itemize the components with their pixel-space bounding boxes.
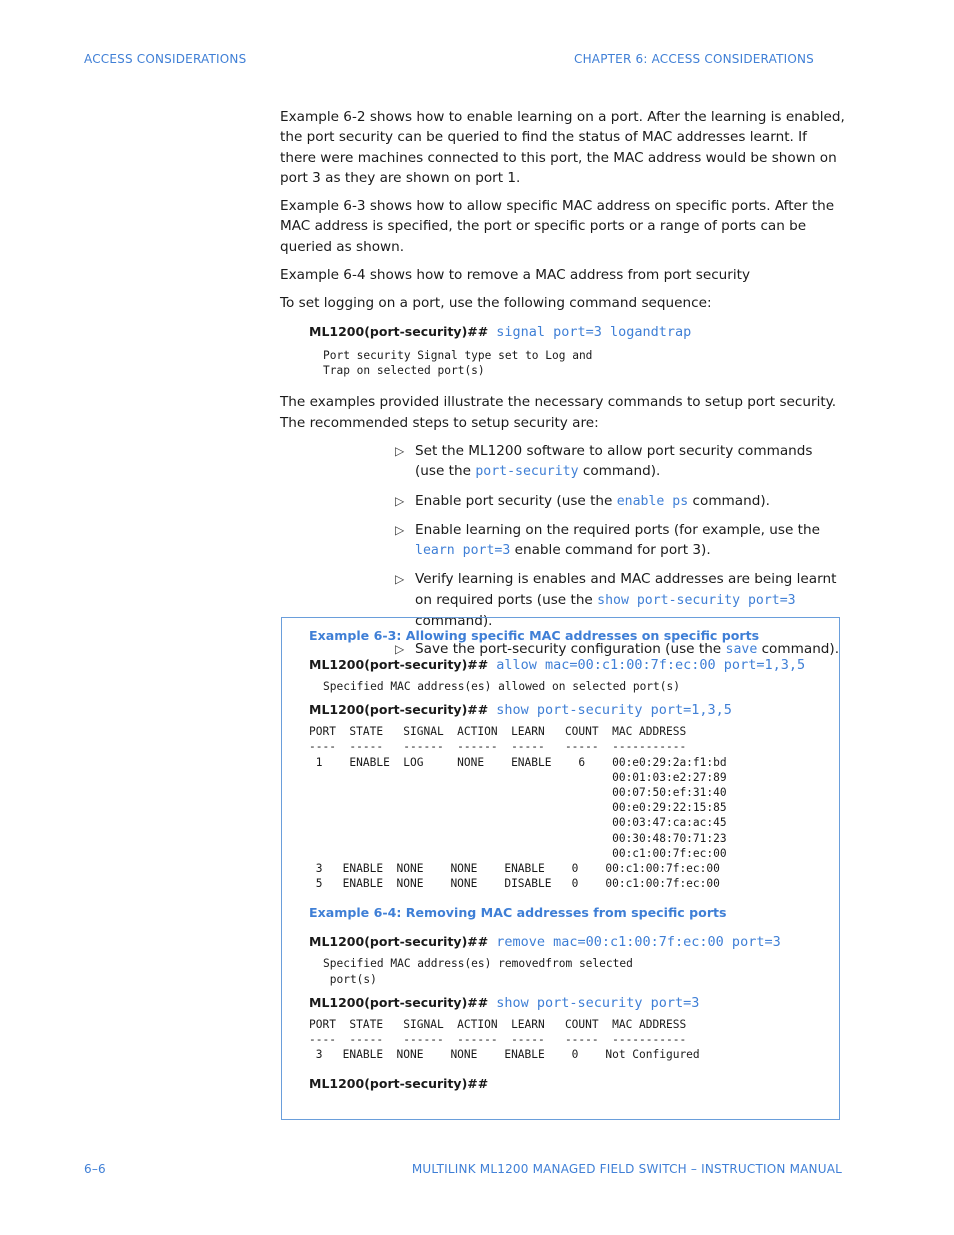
cli-output: Specified MAC address(es) allowed on selected port(s)	[323, 680, 680, 693]
cli-command: allow mac=00:c1:00:7f:ec:00 port=1,3,5	[496, 657, 806, 673]
command-line	[309, 657, 829, 673]
cli-prompt: ML1200(port-security)##	[309, 1076, 489, 1092]
example-6-4-title: Example 6-4: Removing MAC addresses from specific ports	[309, 905, 727, 921]
paragraph: Example 6-4 shows how to remove a MAC address from port security	[280, 267, 751, 284]
running-footer-title: MULTILINK ML1200 MANAGED FIELD SWITCH – INSTRUCTION MANUAL	[411, 1162, 842, 1176]
cli-command: show port-security port=3	[496, 994, 700, 1011]
running-header-chapter: CHAPTER 6: ACCESS CONSIDERATIONS	[573, 52, 814, 66]
paragraph: The examples provided illustrate the necessary commands to setup port security. The recommended steps to setup security are:	[280, 394, 837, 431]
triangle-bullet-icon: ▷	[395, 572, 405, 587]
main-text	[280, 107, 846, 669]
running-header-section: ACCESS CONSIDERATIONS	[84, 52, 247, 66]
cli-output: Port security Signal type set to Log and Trap on selected port(s)	[323, 348, 593, 378]
cli-prompt: ML1200(port-security)##	[309, 934, 489, 950]
cli-command: signal port=3 logandtrap	[496, 323, 692, 340]
port-security-table: PORT STATE SIGNAL ACTION LEARN COUNT MAC ADDRESS ---- ----- ------ ------ ----- ----- ----------- 3 ENABLE NONE NONE ENABLE 0 Not Configured	[309, 1017, 700, 1062]
page-number: 6–6	[84, 1162, 106, 1176]
command-line	[309, 702, 829, 718]
cli-prompt: ML1200(port-security)##	[309, 657, 489, 672]
command-line	[309, 995, 829, 1011]
command-line	[309, 934, 829, 950]
list-item: ▷ Enable port security (use the enable ps command).	[395, 491, 846, 512]
cli-command: show port-security port=1,3,5	[496, 702, 732, 719]
triangle-bullet-icon: ▷	[395, 642, 405, 657]
list-item: ▷ Enable learning on the required ports (for example, use the learn port=3 enable command for port 3).	[395, 521, 820, 559]
paragraph: Example 6-2 shows how to enable learning on a port. After the learning is enabled, the port security can be queried to find the status of MAC addresses learnt. If there were machines connected to this port, the MAC address would be shown on port 3 as they are shown on port 1.	[280, 109, 845, 186]
cli-command: remove mac=00:c1:00:7f:ec:00 port=3	[496, 934, 781, 951]
command-line	[309, 1076, 829, 1091]
paragraph: Example 6-3 shows how to allow specific MAC address on specific ports. After the MAC address is specified, the port or specific ports or a range of ports can be queried as shown.	[280, 198, 835, 255]
list-item: ▷ Set the ML1200 software to allow port security commands (use the port-security command).	[395, 442, 813, 480]
triangle-bullet-icon: ▷	[395, 522, 405, 537]
port-security-table: PORT STATE SIGNAL ACTION LEARN COUNT MAC ADDRESS ---- ----- ------ ------ ----- ----- ----------- 1 ENABLE LOG NONE ENABLE 6 00:e0:29:2a:f1:bd 00:01:03:e2:27:89 00:07:50:ef:31:40 00:e0:29:22:15:85 00:03:47:ca:ac:45 00:30:48:70:71:23 00:c1:00:7f:ec:00 3 ENABLE NONE NONE ENABLE 0 00:c1:00:7f:ec:00 5 ENABLE NONE NONE DISABLE 0 00:c1:00:7f:ec:00	[309, 725, 727, 891]
triangle-bullet-icon: ▷	[395, 493, 405, 508]
triangle-bullet-icon: ▷	[395, 443, 405, 458]
example-6-3-title: Example 6-3: Allowing specific MAC addresses on specific ports	[309, 628, 760, 643]
list-item: ▷ Save the port-security configuration (use the save command).	[395, 639, 846, 660]
cli-prompt: ML1200(port-security)##	[309, 323, 489, 339]
cli-prompt: ML1200(port-security)##	[309, 702, 489, 718]
list-item: ▷ Verify learning is enables and MAC addresses are being learnt on required ports (use the show port-security port=3 command).	[395, 571, 837, 630]
paragraph: To set logging on a port, use the following command sequence:	[280, 295, 712, 312]
examples-box	[281, 617, 840, 1120]
cli-prompt: ML1200(port-security)##	[309, 994, 489, 1010]
cli-output: Specified MAC address(es) removedfrom selected port(s)	[323, 957, 633, 986]
logging-command-line	[309, 322, 846, 342]
